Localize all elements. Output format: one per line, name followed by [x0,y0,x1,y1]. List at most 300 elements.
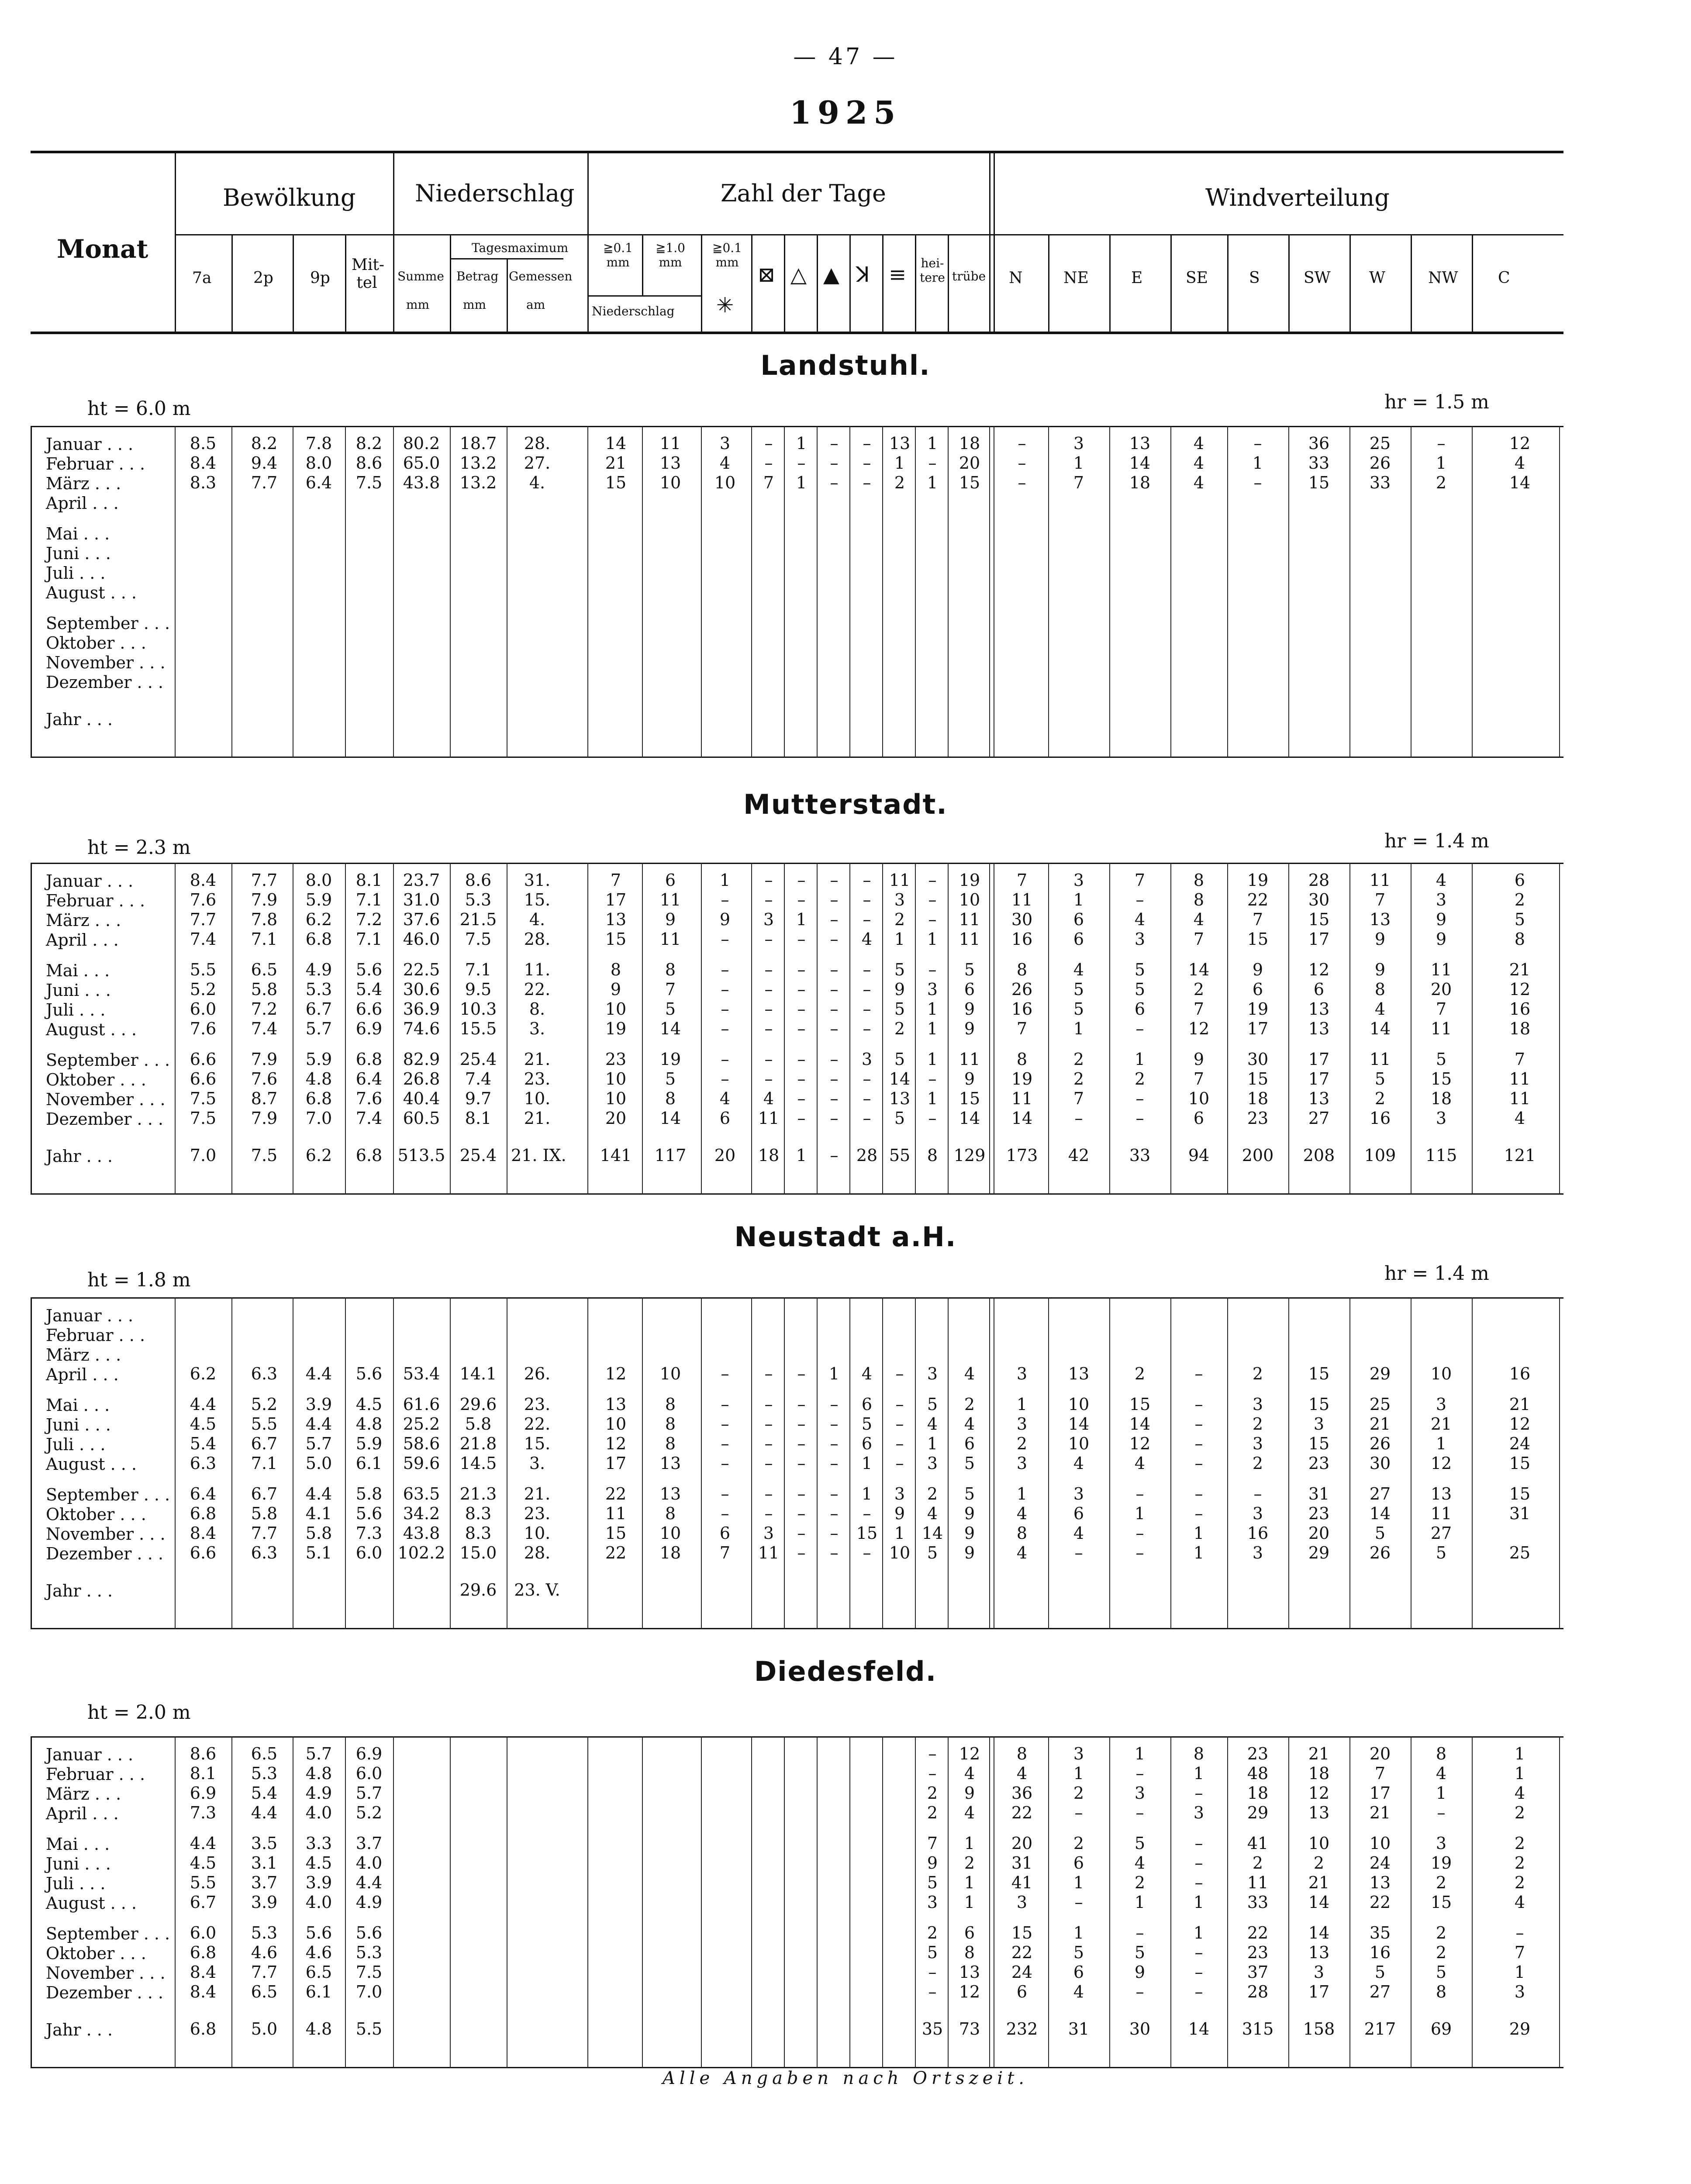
table-cell: 17 [605,890,627,909]
table-cell: 13 [1369,1873,1391,1892]
table-cell: – [863,960,871,979]
column-rule [1170,1736,1171,2068]
station-title: Neustadt a.H. [734,1221,957,1253]
table-cell: 5 [1134,1943,1146,1962]
table-cell: – [764,1434,773,1453]
table-cell: 8 [1436,1744,1447,1763]
table-cell: 5.5 [355,2019,383,2039]
table-cell: 1 [927,473,938,492]
table-cell: – [830,1454,839,1473]
table-cell: 2 [1134,1873,1146,1892]
table-cell: 26 [1369,1434,1391,1453]
table-cell: – [1135,1089,1144,1108]
table-cell: – [797,1524,806,1543]
table-cell: 11 [1369,1050,1391,1069]
table-cell: 513.5 [397,1146,445,1165]
table-cell: 5.9 [355,1434,383,1453]
table-cell: – [895,1364,904,1383]
table-cell: 4 [964,1364,975,1383]
table-cell: 8.5 [190,434,217,453]
table-cell: – [1194,1873,1203,1892]
table-cell: 1 [927,930,938,949]
table-cell: 4 [1073,1454,1084,1473]
table-cell: 2 [1073,1069,1084,1089]
column-rule [231,863,232,1195]
table-cell: 21 [1308,1744,1330,1763]
table-cell: 23 [1247,1943,1269,1962]
table-cell: 6 [719,1524,731,1543]
table-cell: 2 [1073,1783,1084,1803]
table-cell: 5.8 [465,1414,492,1434]
table-cell: 6.3 [251,1543,278,1562]
column-rule [817,1736,818,2068]
column-rule [1559,1297,1560,1629]
table-cell: 5.3 [305,980,332,999]
table-cell: 109 [1364,1146,1396,1165]
table-cell: 28. [524,1543,551,1562]
table-cell: 16 [1247,1524,1269,1543]
table-cell: – [721,930,729,949]
table-cell: – [764,1019,773,1038]
table-cell: 59.6 [403,1454,440,1473]
station-hr: hr = 1.5 m [1384,391,1489,413]
table-cell: 19 [959,871,980,890]
table-cell: 7 [1016,1019,1028,1038]
table-cell: 17 [1308,1069,1330,1089]
table-cell: 6 [1016,1982,1028,2001]
table-cell: 9 [1436,930,1447,949]
table-cell: 11 [889,871,911,890]
table-cell: 8.4 [190,453,217,473]
column-rule [1559,426,1560,758]
table-cell: 35 [1369,1923,1391,1942]
column-rule [450,1736,451,2068]
table-cell: 3 [1436,1834,1447,1853]
table-cell: 8.3 [190,473,217,492]
table-cell: 5 [1134,960,1146,979]
table-cell: 3 [1514,1982,1525,2001]
gemessen-unit: am [526,297,545,312]
table-cell: 29 [1369,1364,1391,1383]
table-cell: 6.0 [355,1764,383,1783]
table-cell: 5.6 [355,1504,383,1523]
table-cell: 3 [1016,1364,1028,1383]
table-cell: 7 [1374,1764,1386,1783]
table-cell: 15.5 [459,1019,497,1038]
month-label: März . . . [46,1345,121,1365]
table-cell: – [797,1395,806,1414]
month-label: Jahr . . . [46,710,113,729]
table-cell: 1 [796,910,807,929]
month-label: November . . . [46,1524,166,1544]
table-cell: 8.1 [465,1109,492,1128]
table-cell: 17 [1308,1982,1330,2001]
table-cell: 37.6 [403,910,440,929]
table-cell: 31. [524,871,551,890]
table-cell: 3 [1193,1803,1204,1822]
table-cell: 25.4 [459,1050,497,1069]
table-cell: 8.1 [355,871,383,890]
table-cell: 26 [1011,980,1033,999]
table-cell: 7.6 [355,1089,383,1108]
table-cell: 7.6 [251,1069,278,1089]
table-cell: – [797,1414,806,1434]
table-cell: 1 [927,1050,938,1069]
column-rule [1349,1736,1350,2068]
column-rule [1109,1736,1110,2068]
table-cell: – [764,1050,773,1069]
table-cell: 7.1 [251,1454,278,1473]
table-cell: 22.5 [403,960,440,979]
column-rule [1349,1297,1350,1629]
table-cell: 28 [1308,871,1330,890]
table-cell: 80.2 [403,434,440,453]
table-cell: 7.2 [355,910,383,929]
table-cell: 13 [1369,910,1391,929]
table-cell: 4 [1436,871,1447,890]
table-cell: 14 [605,434,627,453]
table-cell: 8 [1016,1524,1028,1543]
month-label: April . . . [46,494,119,513]
table-cell: 3 [763,1524,774,1543]
month-label: Juli . . . [46,563,106,583]
table-cell: – [1253,1484,1262,1503]
table-cell: – [764,980,773,999]
table-cell: 6 [964,1923,975,1942]
table-cell: 10 [1188,1089,1210,1108]
table-cell: 5.5 [190,960,217,979]
table-cell: 2 [1436,1943,1447,1962]
table-cell: 102.2 [397,1543,445,1562]
month-label: März . . . [46,1784,121,1804]
footer-note: Alle Angaben nach Ortszeit. [662,2068,1029,2088]
table-cell: 12 [1308,960,1330,979]
month-label: Dezember . . . [46,673,163,692]
table-cell: 27 [1308,1109,1330,1128]
table-cell: 5 [894,960,905,979]
table-cell: 4 [1193,453,1204,473]
table-cell: 7.2 [251,999,278,1019]
table-cell: 21. IX. [511,1146,566,1165]
table-cell: 41 [1247,1834,1269,1853]
table-cell: 4.0 [355,1853,383,1873]
table-cell: 2 [1436,1873,1447,1892]
table-cell: 5 [665,1069,676,1089]
table-cell: 15 [1308,1434,1330,1453]
table-cell: 14 [889,1069,911,1089]
table-cell: 11 [659,930,681,949]
table-cell: 29.6 [459,1580,497,1600]
table-cell: 4 [1073,1524,1084,1543]
table-cell: – [928,1069,937,1089]
table-cell: – [928,960,937,979]
table-cell: 9.4 [251,453,278,473]
table-cell: 7.3 [355,1524,383,1543]
table-cell: 7.5 [355,1963,383,1982]
table-cell: 7 [610,871,621,890]
table-cell: 1 [927,434,938,453]
table-cell: 23 [1247,1109,1269,1128]
table-cell: 11 [1430,1019,1452,1038]
table-cell: 3 [927,980,938,999]
table-cell: 4 [1134,1853,1146,1873]
table-cell: 13 [1068,1364,1090,1383]
table-cell: 4.9 [355,1893,383,1912]
table-cell: 1 [796,473,807,492]
table-cell: 6.7 [305,999,332,1019]
table-cell: 1 [1073,1873,1084,1892]
table-cell: 5.8 [251,980,278,999]
table-cell: – [928,453,937,473]
table-cell: 21 [605,453,627,473]
table-cell: 21. [524,1484,551,1503]
table-cell: 6 [964,980,975,999]
table-cell: 15 [856,1524,878,1543]
column-rule [642,426,643,758]
station-table [31,426,1563,758]
table-cell: 31 [1068,2019,1090,2039]
table-cell: – [1515,1923,1524,1942]
table-cell: 6 [1193,1109,1204,1128]
month-label: Februar . . . [46,891,145,910]
table-cell: 3 [894,890,905,909]
table-cell: 16 [1509,1364,1531,1383]
table-cell: 4.9 [305,1783,332,1803]
table-cell: – [830,910,839,929]
table-cell: 14 [1369,1019,1391,1038]
table-cell: 3 [927,1364,938,1383]
table-cell: 18 [1247,1089,1269,1108]
table-cell: 6.3 [190,1454,217,1473]
month-label: September . . . [46,614,170,633]
table-cell: – [863,1089,871,1108]
table-cell: – [863,1069,871,1089]
table-cell: 129 [953,1146,986,1165]
table-cell: – [1194,1414,1203,1434]
table-cell: 10 [659,1364,681,1383]
table-cell: 6.0 [355,1543,383,1562]
table-cell: 33 [1129,1146,1151,1165]
table-cell: – [1194,1434,1203,1453]
table-cell: 1 [1193,1923,1204,1942]
table-cell: 1 [1073,453,1084,473]
table-cell: 21.8 [459,1434,497,1453]
table-cell: 5 [1073,980,1084,999]
table-cell: 1 [894,453,905,473]
table-cell: 4 [964,1803,975,1822]
table-cell: 4.4 [251,1803,278,1822]
table-cell: 7 [927,1834,938,1853]
table-cell: 24 [1369,1853,1391,1873]
table-cell: 7.3 [190,1803,217,1822]
table-cell: 2 [964,1853,975,1873]
monat-header: Monat [57,234,148,264]
table-cell: 11 [659,434,681,453]
table-cell: – [1135,1484,1144,1503]
column-rule [1048,426,1049,758]
month-label: Mai . . . [46,961,110,980]
table-cell: 18 [659,1543,681,1562]
table-cell: 4.4 [305,1364,332,1383]
table-cell: 30.6 [403,980,440,999]
column-rule [587,1297,588,1629]
table-cell: – [1437,434,1446,453]
table-cell: – [764,930,773,949]
table-cell: 1 [964,1873,975,1892]
table-cell: 12 [1129,1434,1151,1453]
table-cell: 7.4 [251,1019,278,1038]
table-cell: 8 [665,1089,676,1108]
table-cell: – [721,890,729,909]
table-cell: 63.5 [403,1484,440,1503]
table-cell: 7 [1073,473,1084,492]
table-cell: 1 [1073,1019,1084,1038]
table-cell: 19 [1430,1853,1452,1873]
table-cell: 26.8 [403,1069,440,1089]
table-cell: 7.5 [251,1146,278,1165]
table-cell: 5.9 [305,890,332,909]
table-cell: – [721,1504,729,1523]
table-cell: 217 [1364,2019,1396,2039]
table-cell: – [1194,1834,1203,1853]
table-cell: 18 [1308,1764,1330,1783]
table-cell: 4.0 [305,1803,332,1822]
table-cell: – [928,1764,937,1783]
table-cell: – [1135,1019,1144,1038]
table-cell: 12 [605,1364,627,1383]
table-cell: 3 [1252,1395,1263,1414]
table-cell: 15 [959,1089,980,1108]
table-cell: 1 [1514,1963,1525,1982]
table-cell: 8.4 [190,1524,217,1543]
table-cell: 5 [964,1454,975,1473]
table-cell: 12 [1509,1414,1531,1434]
table-cell: 4.6 [251,1943,278,1962]
table-cell: 13 [659,1454,681,1473]
table-cell: 3.3 [305,1834,332,1853]
table-cell: 40.4 [403,1089,440,1108]
hail-solid-icon: ▲ [823,263,839,287]
table-cell: 6.5 [251,1744,278,1763]
table-cell: 5.6 [355,1923,383,1942]
table-cell: 3.5 [251,1834,278,1853]
table-cell: 21. [524,1050,551,1069]
table-cell: 11 [1509,1069,1531,1089]
table-cell: 19 [1247,999,1269,1019]
table-cell: 20 [605,1109,627,1128]
table-cell: 20 [1308,1524,1330,1543]
table-cell: – [928,871,937,890]
column-rule [175,863,176,1195]
table-cell: – [797,980,806,999]
table-cell: 36 [1308,434,1330,453]
column-rule [1109,863,1110,1195]
month-label: Januar . . . [46,1306,134,1325]
table-cell: 3 [1016,1893,1028,1912]
table-cell: 4 [1134,1454,1146,1473]
table-cell: 8.6 [465,871,492,890]
table-cell: 55 [889,1146,911,1165]
table-cell: 8.4 [190,1963,217,1982]
column-rule [1170,1297,1171,1629]
column-rule [587,426,588,758]
table-cell: 37 [1247,1963,1269,1982]
table-cell: 5.6 [305,1923,332,1942]
table-cell: 3 [1134,1783,1146,1803]
table-cell: 14 [1129,1414,1151,1434]
table-cell: – [1135,1923,1144,1942]
table-cell: 2 [1252,1364,1263,1383]
table-cell: 13 [889,434,911,453]
table-cell: 6.7 [251,1434,278,1453]
table-cell: 2 [1436,1923,1447,1942]
table-cell: 9 [964,1524,975,1543]
table-cell: – [863,453,871,473]
table-cell: 4 [861,1364,873,1383]
table-cell: – [830,871,839,890]
table-cell: 14 [1308,1893,1330,1912]
table-cell: – [1074,1543,1083,1562]
station-title: Landstuhl. [760,349,931,381]
month-label: Januar . . . [46,871,134,891]
table-cell: – [797,1019,806,1038]
table-cell: – [830,1504,839,1523]
gemessen-header: Gemessen [509,269,573,283]
column-rule [1349,426,1350,758]
wind-col-w: W [1369,269,1386,287]
bew-col-9p: 9p [310,269,330,287]
table-cell: 15.0 [459,1543,497,1562]
table-cell: 4.5 [190,1414,217,1434]
table-cell: – [764,1069,773,1089]
table-cell: 15 [959,473,980,492]
table-cell: 3 [1436,890,1447,909]
table-cell: 13 [889,1089,911,1108]
station-table [31,1297,1563,1629]
table-cell: 82.9 [403,1050,440,1069]
column-rule [231,426,232,758]
table-cell: 10 [605,1069,627,1089]
table-cell: 11 [1247,1873,1269,1892]
table-cell: 2 [1514,890,1525,909]
table-cell: 5 [1436,1543,1447,1562]
table-cell: 5.4 [190,1434,217,1453]
table-cell: 16 [1369,1109,1391,1128]
table-cell: 4 [1016,1764,1028,1783]
table-cell: 9 [964,999,975,1019]
table-cell: 6.4 [305,473,332,492]
table-cell: 4 [964,1764,975,1783]
table-cell: 11. [524,960,551,979]
table-cell: – [830,1019,839,1038]
table-cell: 5.6 [355,960,383,979]
month-label: Februar . . . [46,454,145,473]
table-cell: 8.0 [305,871,332,890]
table-cell: 25 [1369,1395,1391,1414]
table-cell: 8.6 [355,453,383,473]
table-cell: 1 [1134,1050,1146,1069]
table-cell: 19 [1011,1069,1033,1089]
table-cell: 6 [1252,980,1263,999]
table-cell: 17 [1369,1783,1391,1803]
table-cell: 3.9 [305,1395,332,1414]
month-label: Juni . . . [46,1854,111,1873]
table-cell: – [1074,1893,1083,1912]
table-cell: 9 [964,1504,975,1523]
table-cell: 3. [529,1454,545,1473]
table-cell: – [764,871,773,890]
table-cell: 5 [927,1873,938,1892]
